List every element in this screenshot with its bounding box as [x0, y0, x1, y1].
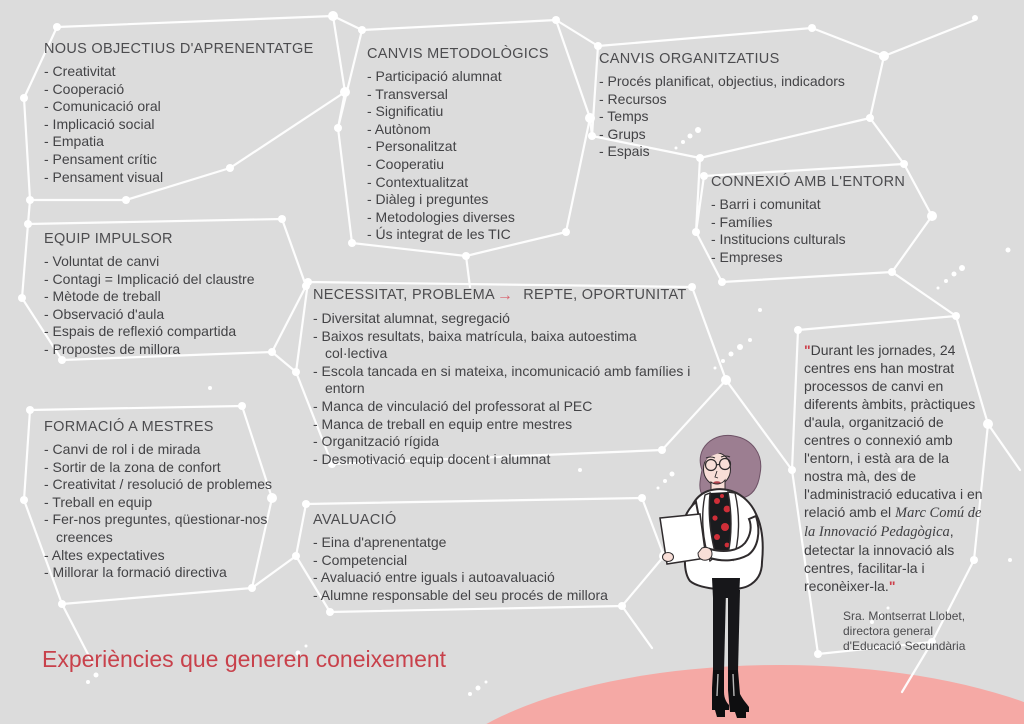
trousers: [712, 578, 740, 672]
list-item: - Empreses: [711, 248, 783, 265]
quote-part2: , detectar la innovació als centres, facilitar-la i reconèixer-la.: [804, 523, 955, 594]
section-items: [367, 68, 602, 244]
section-connexio-entorn: [711, 173, 939, 266]
section-title: CANVIS METODOLÒGICS: [367, 46, 549, 62]
section-items: [44, 253, 312, 359]
section-title: AVALUACIÓ: [313, 512, 397, 528]
list-item: - Voluntat de canvi: [44, 253, 160, 269]
list-item: - Barri i comunitat: [711, 196, 821, 212]
list-item: - Diversitat alumnat, segregació: [313, 310, 510, 326]
list-item: Sra. Montserrat Llobet,: [843, 609, 966, 623]
list-item: - Fer-nos preguntes, qüestionar-nos creences: [44, 511, 268, 545]
list-item: - Organització rígida: [313, 433, 440, 450]
list-item: - Canvi de rol i de mirada: [44, 441, 201, 457]
quote-open-mark: ": [804, 342, 811, 358]
list-item: - Temps: [599, 108, 649, 125]
list-item: - Participació alumnat: [367, 68, 502, 84]
list-item: - Ús integrat de les TIC: [367, 226, 511, 243]
list-item: - Treball en equip: [44, 493, 153, 510]
list-item: - Diàleg i preguntes: [367, 191, 489, 208]
section-title: FORMACIÓ A MESTRES: [44, 419, 214, 435]
list-item: - Sortir de la zona de confort: [44, 458, 221, 475]
list-item: - Creativitat / resolució de problemes: [44, 476, 272, 493]
list-item: - Transversal: [367, 85, 448, 102]
list-item: - Grups: [599, 125, 646, 142]
section-title: CANVIS ORGANITZATIUS: [599, 51, 780, 67]
section-title: NOUS OBJECTIUS D'APRENENTATGE: [44, 41, 314, 57]
section-title: [313, 286, 691, 305]
section-formacio-mestres: [44, 418, 282, 582]
list-item: directora general: [843, 624, 934, 638]
quote-italic: Marc Comú de la Innovació Pedagògica: [804, 505, 982, 540]
list-item: - Cooperatiu: [367, 155, 445, 172]
list-item: - Pensament crític: [44, 150, 157, 167]
list-item: - Metodologies diverses: [367, 208, 515, 225]
quote-block: [804, 341, 990, 654]
list-item: - Pensament visual: [44, 168, 164, 185]
section-avaluacio: [313, 511, 658, 604]
list-item: - Comunicació oral: [44, 98, 161, 115]
list-item: - Autònom: [367, 120, 431, 137]
list-item: - Eina d'aprenentatge: [313, 534, 447, 550]
section-canvis-organitzatius: [599, 50, 889, 161]
list-item: - Creativitat: [44, 63, 116, 79]
section-nous-objectius: [44, 40, 356, 186]
list-item: - Competencial: [313, 551, 408, 568]
list-item: - Desmotivació equip docent i alumnat: [313, 450, 551, 467]
list-item: - Mètode de treball: [44, 288, 161, 305]
section-canvis-metodologics: [367, 45, 602, 244]
list-item: - Alumne responsable del seu procés de millora: [313, 586, 608, 603]
section-items: [599, 73, 889, 161]
list-item: - Avaluació entre iguals i autoavaluació: [313, 569, 555, 586]
list-item: - Propostes de millora: [44, 340, 181, 357]
title-left: NECESSITAT, PROBLEMA: [313, 287, 495, 303]
list-item: - Manca de vinculació del professorat al PEC: [313, 397, 593, 414]
quote-text: [804, 341, 990, 595]
list-item: - Millorar la formació directiva: [44, 564, 227, 581]
list-item: - Contagi = Implicació del claustre: [44, 270, 255, 287]
arrow-right-icon: →: [496, 287, 514, 304]
woman-illustration: [640, 430, 780, 720]
list-item: - Espais de reflexió compartida: [44, 323, 237, 340]
section-title: EQUIP IMPULSOR: [44, 231, 173, 247]
list-item: d'Educació Secundària: [843, 639, 966, 653]
list-item: - Procés planificat, objectius, indicadors: [599, 73, 845, 89]
section-items: [711, 196, 939, 266]
section-items: [44, 63, 356, 186]
list-item: - Empatia: [44, 133, 104, 150]
list-item: - Cooperació: [44, 80, 125, 97]
list-item: - Famílies: [711, 213, 773, 230]
hand-left: [663, 553, 674, 562]
list-item: - Implicació social: [44, 115, 155, 132]
list-item: - Altes expectatives: [44, 546, 165, 563]
list-item: - Personalitzat: [367, 138, 457, 155]
section-title: CONNEXIÓ AMB L'ENTORN: [711, 174, 906, 190]
quote-part1: Durant les jornades, 24 centres ens han mostrat processos de canvi en diferents àmbits, pràctiques d'aula, organització de centres o connexió amb l'entorn, i està ara de la nostra mà, des de l'administració educativa i en relació amb el: [804, 342, 983, 520]
list-item: - Recursos: [599, 90, 667, 107]
list-item: - Espais: [599, 143, 650, 160]
list-item: - Contextualitzat: [367, 173, 469, 190]
section-items: [313, 310, 691, 468]
quote-close-mark: ": [888, 578, 896, 594]
list-item: - Escola tancada en si mateixa, incomunicació amb famílies i entorn: [313, 362, 691, 397]
list-item: - Manca de treball en equip entre mestres: [313, 415, 573, 432]
quote-attribution: [843, 609, 990, 654]
section-items: [313, 534, 658, 604]
list-item: - Significatiu: [367, 103, 444, 120]
section-necessitat-repte: [313, 286, 691, 468]
page-title: Experiències que generen coneixement: [42, 646, 447, 672]
list-item: - Institucions culturals: [711, 231, 846, 248]
list-item: - Baixos resultats, baixa matrícula, baixa autoestima col·lectiva: [313, 327, 637, 362]
list-item: - Observació d'aula: [44, 305, 165, 322]
section-items: [44, 441, 282, 582]
title-right: REPTE, OPORTUNITAT: [523, 287, 687, 303]
section-equip-impulsor: [44, 230, 312, 359]
